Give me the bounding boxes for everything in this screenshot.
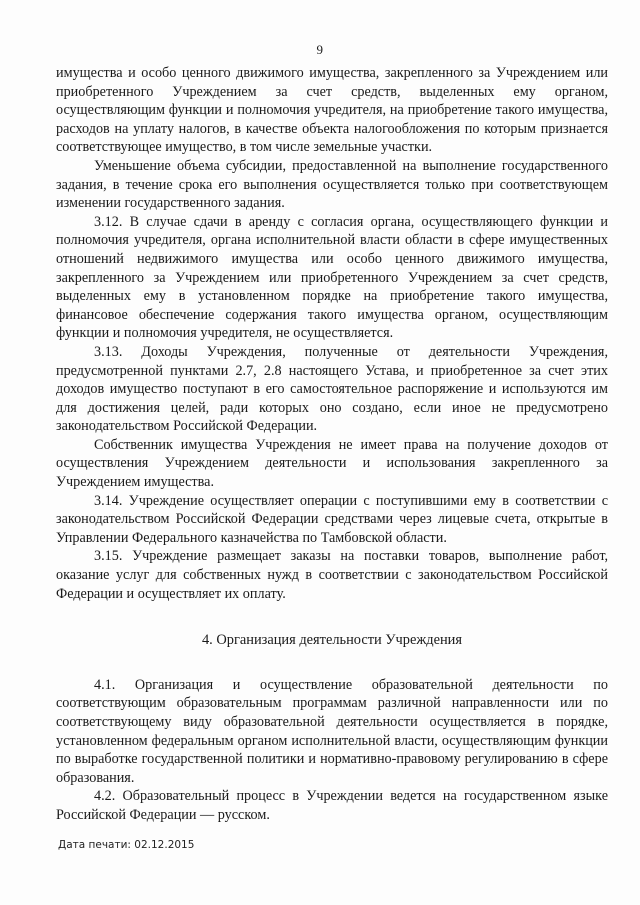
paragraph-4-2: 4.2. Образовательный процесс в Учреждении ведется на государственном языке Российской Федерации — русском. bbox=[56, 788, 608, 823]
paragraph-3-14: 3.14. Учреждение осуществляет операции с поступившими ему в соответствии с законодательством Российской Федерации средствами через лицевые счета, открытые в Управлении Федерального казначейства по Тамбовской области. bbox=[56, 492, 608, 546]
section-heading: 4. Организация деятельности Учреждения bbox=[201, 632, 463, 649]
paragraph-3-13: 3.13. Доходы Учреждения, полученные от деятельности Учреждения, предусмотренной пунктами 2.7, 2.8 настоящего Устава, и приобретенное за счет этих доходов имущество поступают в его самостоятельное распоряжение и используются им для достижения целей, ради которых оно создано, если иное не предусмотрено законодательством Российской Федерации. bbox=[56, 343, 608, 435]
paragraph-4-1: 4.1. Организация и осуществление образовательной деятельности по соответствующим образовательным программам различной направленности или по соответствующему виду образовательной деятельности осуществляется в порядке, установленном федеральным органом исполнительной власти, осуществляющим функции по выработке государственной политики и нормативно-правовому регулированию в сфере образования. bbox=[56, 676, 608, 786]
document-body bbox=[56, 64, 608, 825]
paragraph-subsidy-reduction: Уменьшение объема субсидии, предоставленной на выполнение государственного задания, в течение срока его выполнения осуществляется только при соответствующем изменении государственного задания. bbox=[56, 157, 608, 212]
paragraph-owner-rights: Собственник имущества Учреждения не имеет права на получение доходов от осуществления Учреждением деятельности и использования закрепленного за Учреждением имущества. bbox=[56, 436, 608, 491]
paragraph-3-15: 3.15. Учреждение размещает заказы на поставки товаров, выполнение работ, оказание услуг для собственных нужд в соответствии с законодательством Российской Федерации и осуществляет их оплату. bbox=[56, 548, 608, 602]
paragraph-continuation: имущества и особо ценного движимого имущества, закрепленного за Учреждением или приобретенного Учреждением за счет средств, выделенных ему органом, осуществляющим функции и полномочия учредителя, на приобретение такого имущества, расходов на уплату налогов, в качестве объекта налогообложения по которым признается соответствующее имущество, в том числе земельные участки. bbox=[56, 65, 608, 156]
paragraph-3-12: 3.12. В случае сдачи в аренду с согласия органа, осуществляющего функции и полномочия учредителя, органа исполнительной власти области в сфере имущественных отношений недвижимого имущества или особо ценного движимого имущества, закрепленного за Учреждением или приобретенного Учреждением за счет средств, выделенных ему в установленном порядке на приобретение такого имущества, финансовое обеспечение содержания такого имущества органом, осуществляющим функции и полномочия учредителя, не осуществляется. bbox=[56, 213, 608, 342]
print-date-footer: Дата печати: 02.12.2015 bbox=[58, 839, 195, 851]
page-number: 9 bbox=[316, 42, 324, 57]
